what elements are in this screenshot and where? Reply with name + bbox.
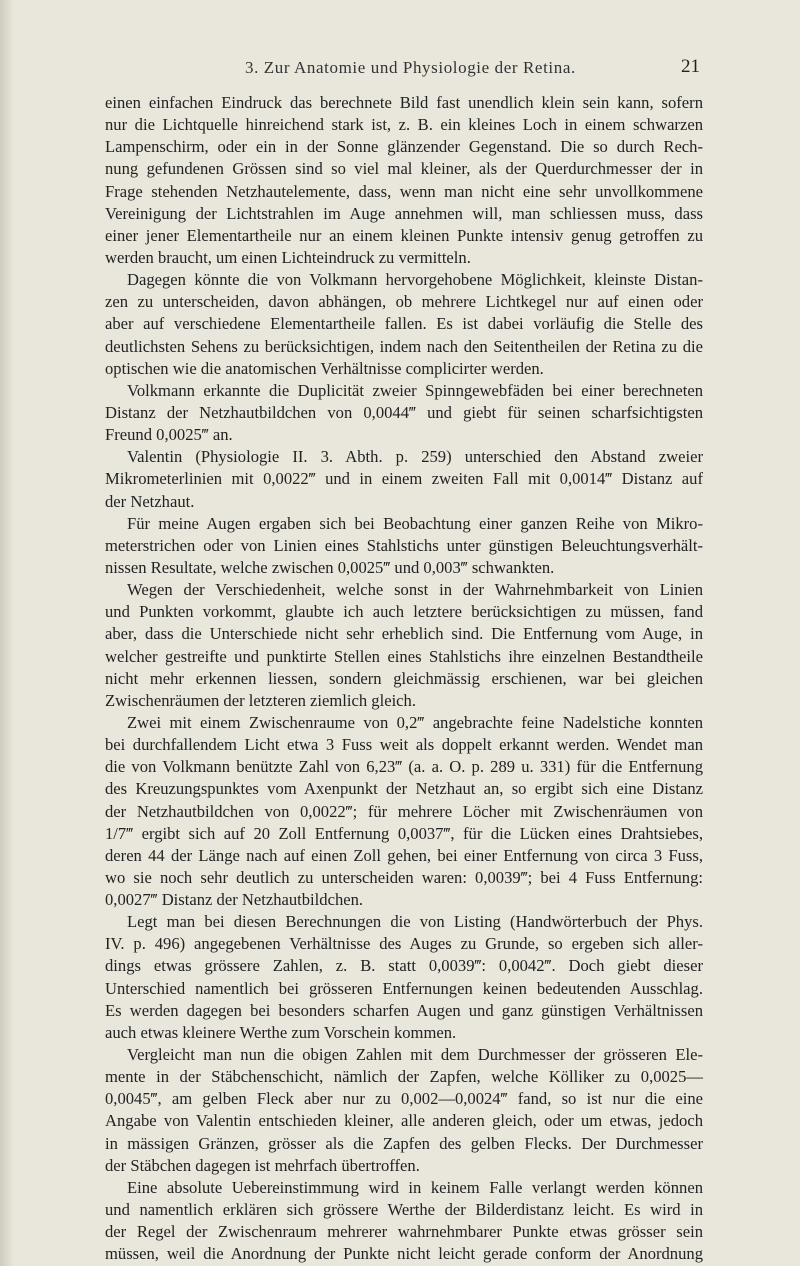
text-line: IV. p. 496) angegebenen Verhältnisse des Auges zu Grunde, so ergeben sich aller-: [105, 934, 703, 954]
text-line: Distanz der Netzhautbildchen von 0,0044‴ und giebt für seinen scharfsichtigsten: [105, 402, 703, 422]
text-line: Mikrometerlinien mit 0,0022‴ und in einem zweiten Fall mit 0,0014‴ Distanz auf: [105, 469, 703, 489]
text-line: Vergleicht man nun die obigen Zahlen mit dem Durchmesser der grösseren Ele-: [127, 1045, 703, 1065]
text-line: aber auf verschiedene Elementartheile fallen. Es ist dabei vorläufig die Stelle des: [105, 314, 703, 334]
text-line: und Punkten vorkommt, glaubte ich auch letztere berücksichtigen zu müssen, fand: [105, 602, 703, 622]
text-line: 0,0027‴ Distanz der Netzhautbildchen.: [105, 890, 364, 910]
text-line: Volkmann erkannte die Duplicität zweier Spinngewebfäden bei einer berechneten: [127, 380, 703, 400]
text-line: einer jener Elementartheile nur an einem kleinen Punkte intensiv genug getroffen zu: [105, 225, 703, 245]
text-line: müssen, weil die Anordnung der Punkte nicht leicht gerade conform der Anordnung: [105, 1244, 703, 1264]
text-line: mente in der Stäbchenschicht, nämlich der Zapfen, welche Kölliker zu 0,0025—: [105, 1067, 703, 1087]
running-header: [245, 58, 700, 82]
chapter-title: 3. Zur Anatomie und Physiologie der Retina.: [245, 58, 576, 77]
text-line: meterstrichen oder von Linien eines Stahlstichs unter günstigen Beleuchtungsverhält-: [105, 535, 703, 555]
text-line: Angabe von Valentin entschieden kleiner, alle anderen gleich, oder um etwas, jedoch: [105, 1111, 703, 1131]
text-line: dings etwas grössere Zahlen, z. B. statt 0,0039‴: 0,0042‴. Doch giebt dieser: [105, 956, 703, 976]
text-line: Unterschied namentlich bei grösseren Entfernungen keinen bedeutenden Ausschlag.: [105, 978, 703, 998]
body-text: [105, 92, 703, 1265]
text-line: zen zu unterscheiden, davon abhängen, ob mehrere Lichtkegel nur auf einen oder: [105, 292, 703, 312]
text-line: die von Volkmann benützte Zahl von 6,23‴ (a. a. O. p. 289 u. 331) für die Entfernung: [105, 757, 703, 777]
text-line: Für meine Augen ergaben sich bei Beobachtung einer ganzen Reihe von Mikro-: [127, 513, 703, 533]
page-number: 21: [681, 56, 700, 77]
text-line: Zwischenräumen der letzteren ziemlich gleich.: [105, 690, 416, 710]
text-line: der Netzhautbildchen von 0,0022‴; für mehrere Löcher mit Zwischenräumen von: [105, 801, 703, 821]
text-line: Vereinigung der Lichtstrahlen im Auge annehmen will, man schliessen muss, dass: [105, 203, 703, 223]
text-line: auch etwas kleinere Werthe zum Vorschein kommen.: [105, 1022, 457, 1042]
text-line: Lampenschirm, oder ein in der Sonne glänzender Gegenstand. Die so durch Rech-: [105, 137, 703, 157]
text-line: Valentin (Physiologie II. 3. Abth. p. 259) unterschied den Abstand zweier: [127, 447, 703, 467]
text-line: in mässigen Gränzen, grösser als die Zapfen des gelben Flecks. Der Durchmesser: [105, 1133, 703, 1153]
text-line: Legt man bei diesen Berechnungen die von Listing (Handwörterbuch der Phys.: [127, 912, 703, 932]
text-line: nicht mehr erkennen liessen, sondern gleichmässig erschienen, war bei gleichen: [105, 668, 703, 688]
text-line: optischen wie die anatomischen Verhältnisse complicirter werden.: [105, 358, 544, 378]
text-line: nung gefundenen Grössen sind so viel mal kleiner, als der Querdurchmesser der in: [105, 159, 703, 179]
text-line: Es werden dagegen bei besonders scharfen Augen und ganz günstigen Verhältnissen: [105, 1000, 703, 1020]
text-line: Eine absolute Uebereinstimmung wird in keinem Falle verlangt werden können: [127, 1177, 703, 1197]
text-line: werden braucht, um einen Lichteindruck zu vermitteln.: [105, 247, 471, 267]
text-line: deutlichsten Sehens zu berücksichtigen, indem nach den Seitentheilen der Retina zu die: [105, 336, 703, 356]
text-line: 1/7‴ ergibt sich auf 20 Zoll Entfernung 0,0037‴, für die Lücken eines Drahtsiebes,: [105, 823, 703, 843]
text-line: Wegen der Verschiedenheit, welche sonst in der Wahrnehmbarkeit von Linien: [127, 580, 703, 600]
text-line: einen einfachen Eindruck das berechnete Bild fast unendlich klein sein kann, sofern: [105, 93, 703, 112]
text-line: nur die Lichtquelle hinreichend stark ist, z. B. ein kleines Loch in einem schwarzen: [105, 115, 703, 135]
text-line: bei durchfallendem Licht etwa 3 Fuss weit als doppelt erkannt werden. Wendet man: [105, 735, 703, 755]
text-line: aber, dass die Unterschiede nicht sehr erheblich sind. Die Entfernung vom Auge, in: [105, 624, 703, 644]
text-line: nissen Resultate, welche zwischen 0,0025‴ und 0,003‴ schwankten.: [105, 557, 555, 577]
text-line: der Regel der Zwischenraum mehrerer wahrnehmbarer Punkte etwas grösser sein: [105, 1222, 703, 1242]
text-line: 0,0045‴, am gelben Fleck aber nur zu 0,002—0,0024‴ fand, so ist nur die eine: [105, 1089, 703, 1109]
text-line: welcher gestreifte und punktirte Stellen eines Stahlstichs ihre einzelnen Bestandtheile: [105, 646, 703, 666]
text-line: Zwei mit einem Zwischenraume von 0,2‴ angebrachte feine Nadelstiche konnten: [127, 712, 703, 732]
text-line: wo sie noch sehr deutlich zu unterscheiden waren: 0,0039‴; bei 4 Fuss Entfernung:: [105, 867, 703, 887]
text-line: Freund 0,0025‴ an.: [105, 425, 233, 445]
text-line: Dagegen könnte die von Volkmann hervorgehobene Möglichkeit, kleinste Distan-: [127, 270, 703, 290]
text-line: deren 44 der Länge nach auf einen Zoll gehen, bei einer Entfernung von circa 3 Fuss,: [105, 845, 703, 865]
text-line: des Kreuzungspunktes vom Axenpunkt der Netzhaut an, so ergibt sich eine Distanz: [105, 779, 703, 799]
text-line: und namentlich erklären sich grössere Werthe der Bilderdistanz leicht. Es wird in: [105, 1200, 703, 1220]
page-binding-shadow: [0, 0, 14, 1266]
text-line: der Stäbchen dagegen ist mehrfach übertroffen.: [105, 1155, 420, 1175]
text-line: Frage stehenden Netzhautelemente, dass, wenn man nicht eine sehr unvollkommene: [105, 181, 703, 201]
text-line: der Netzhaut.: [105, 491, 195, 511]
